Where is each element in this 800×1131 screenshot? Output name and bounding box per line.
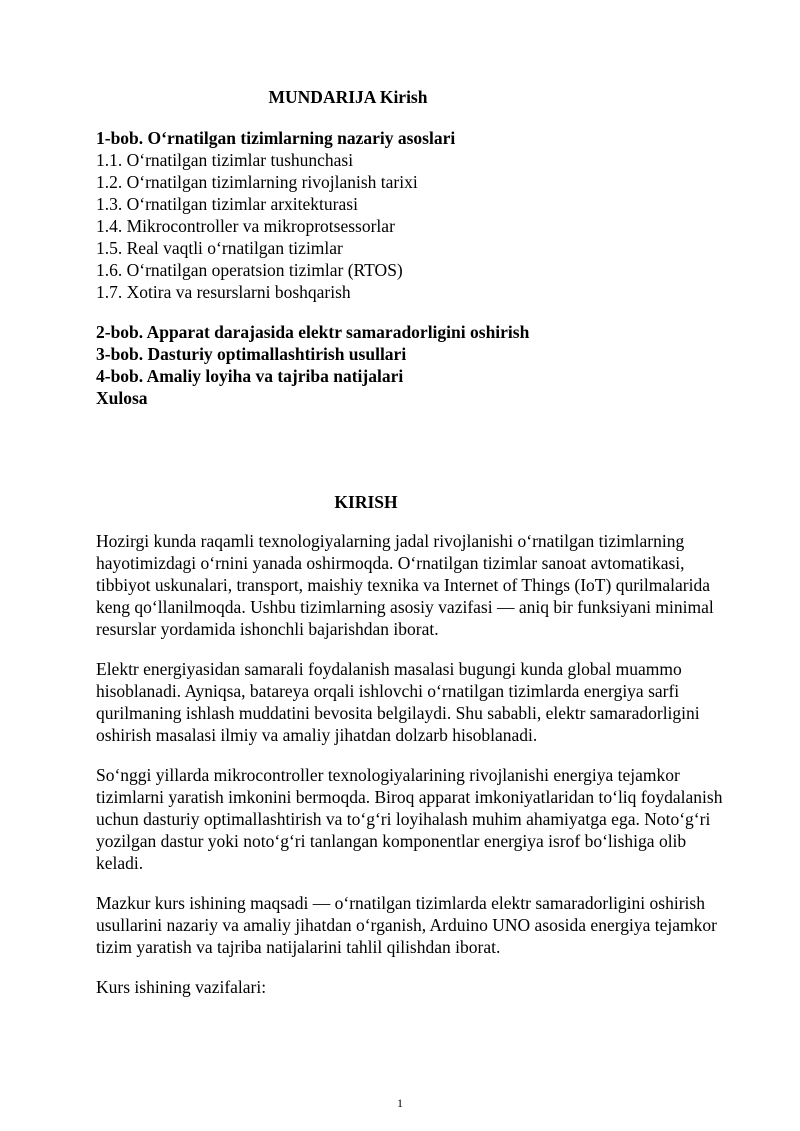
intro-paragraph: Kurs ishining vazifalari: <box>96 977 267 997</box>
toc-section-1-5: 1.5. Real vaqtli o‘rnatilgan tizimlar <box>96 238 343 258</box>
intro-body <box>96 530 732 1016</box>
toc-conclusion: Xulosa <box>96 388 148 408</box>
toc-section-1-3: 1.3. O‘rnatilgan tizimlar arxitekturasi <box>96 194 358 214</box>
toc-chapter-1: 1-bob. O‘rnatilgan tizimlarning nazariy asoslari <box>96 128 456 148</box>
toc-section-1-6: 1.6. O‘rnatilgan operatsion tizimlar (RTOS) <box>96 260 403 280</box>
intro-paragraph: Hozirgi kunda raqamli texnologiyalarning jadal rivojlanishi o‘rnatilgan tizimlarning hayotimizdagi o‘rnini yanada oshirmoqda. O‘rnatilgan tizimlar sanoat avtomatikasi, tibbiyot uskunalari, transport, maishiy texnika va Internet of Things (IoT) qurilmalarida keng qo‘llanilmoqda. Ushbu tizimlarning asosiy vazifasi — aniq bir funksiyani minimal resurslar yordamida ishonchli bajarishdan iborat. <box>96 531 714 639</box>
toc-section-1-4: 1.4. Mikrocontroller va mikroprotsessorlar <box>96 216 395 236</box>
toc-spacer <box>96 303 736 321</box>
toc-chapter-4: 4-bob. Amaliy loyiha va tajriba natijalari <box>96 366 404 386</box>
toc-section-1-1: 1.1. O‘rnatilgan tizimlar tushunchasi <box>96 150 354 170</box>
toc-title: MUNDARIJA Kirish <box>268 87 428 107</box>
toc-chapter-3: 3-bob. Dasturiy optimallashtirish usullari <box>96 344 407 364</box>
intro-paragraph: So‘nggi yillarda mikrocontroller texnologiyalarining rivojlanishi energiya tejamkor tizimlarni yaratish imkonini bermoqda. Biroq apparat imkoniyatlaridan to‘liq foydalanish uchun dasturiy optimallashtirish va to‘g‘ri loyihalash muhim ahamiyatga ega. Noto‘g‘ri yozilgan dastur yoki noto‘g‘ri tanlangan komponentlar energiya isrof bo‘lishiga olib keladi. <box>96 765 723 873</box>
page-number: 1 <box>397 1096 403 1110</box>
intro-title: KIRISH <box>334 492 398 512</box>
intro-paragraph: Elektr energiyasidan samarali foydalanish masalasi bugungi kunda global muammo hisoblanadi. Ayniqsa, batareya orqali ishlovchi o‘rnatilgan tizimlarda energiya sarfi qurilmaning ishlash muddatini bevosita belgilaydi. Shu sababli, elektr samaradorligini oshirish masalasi ilmiy va amaliy jihatdan dolzarb hisoblanadi. <box>96 659 700 745</box>
intro-paragraph: Mazkur kurs ishining maqsadi — o‘rnatilgan tizimlarda elektr samaradorligini oshirish usullarini nazariy va amaliy jihatdan o‘rganish, Arduino UNO asosida energiya tejamkor tizim yaratish va tajriba natijalarini tahlil qilishdan iborat. <box>96 893 717 957</box>
toc-section-1-7: 1.7. Xotira va resurslarni boshqarish <box>96 282 351 302</box>
table-of-contents <box>96 127 736 409</box>
toc-section-1-2: 1.2. O‘rnatilgan tizimlarning rivojlanish tarixi <box>96 172 418 192</box>
toc-chapter-2: 2-bob. Apparat darajasida elektr samaradorligini oshirish <box>96 322 530 342</box>
